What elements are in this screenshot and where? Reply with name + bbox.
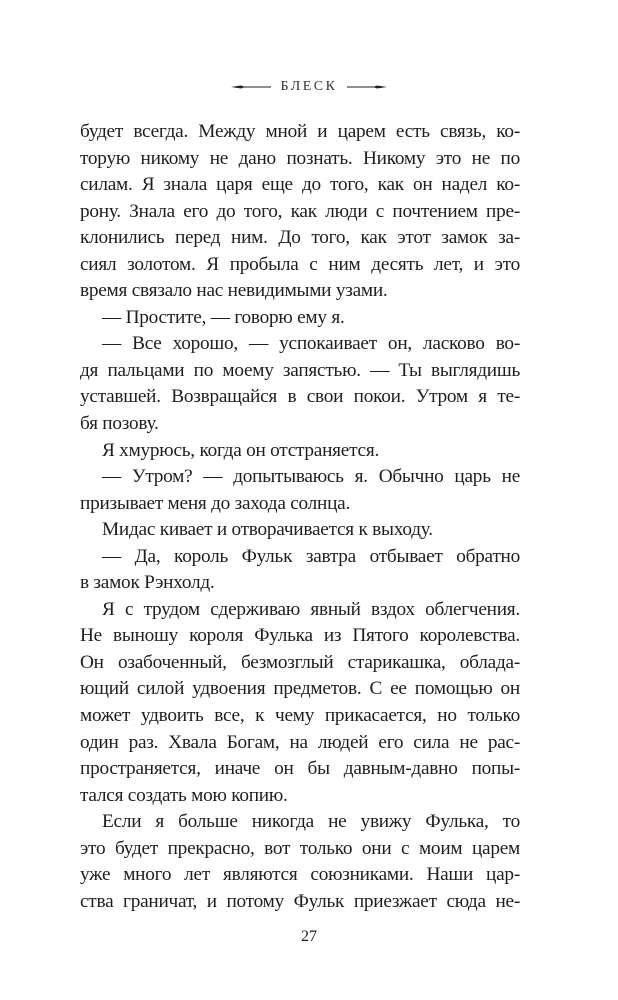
- text-line: это будет прекрасно, вот только они с моим царем: [80, 837, 520, 859]
- text-line: Мидас кивает и отворачивается к выходу.: [102, 519, 433, 541]
- running-header: [0, 78, 618, 96]
- text-line: бя позову.: [80, 413, 159, 435]
- ornament-left-icon: [231, 83, 271, 91]
- text-line: Если я больше никогда не увижу Фулька, то: [102, 811, 520, 833]
- text-line: дя пальцами по моему запястью. — Ты выглядишь: [80, 359, 520, 381]
- text-line: время связало нас невидимыми узами.: [80, 280, 388, 302]
- paragraph: [80, 809, 520, 915]
- paragraph: [80, 331, 520, 437]
- paragraph: [80, 438, 520, 465]
- text-line: сиял золотом. Я пробыла с ним десять лет, и это: [80, 253, 520, 275]
- text-line: силам. Я знала царя еще до того, как он надел ко-: [80, 174, 520, 196]
- text-line: тался создать мою копию.: [80, 784, 288, 806]
- text-line: может удвоить все, к чему прикасается, но только: [80, 705, 520, 727]
- text-line: — Да, король Фульк завтра отбывает обратно: [102, 545, 520, 567]
- text-line: Я с трудом сдерживаю явный вздох облегчения.: [102, 598, 520, 620]
- text-line: рону. Знала его до того, как люди с почтением пре-: [80, 200, 520, 222]
- text-line: клонились перед ним. До того, как этот замок за-: [80, 227, 520, 249]
- text-line: один раз. Хвала Богам, на людей его сила не рас-: [80, 731, 520, 753]
- paragraph: [80, 464, 520, 517]
- paragraph: [80, 544, 520, 597]
- text-line: уставшей. Возвращайся в свои покои. Утром я те-: [80, 386, 520, 408]
- text-line: торую никому не дано познать. Никому это не по: [80, 147, 520, 169]
- text-line: Он озабоченный, безмозглый старикашка, облада-: [80, 651, 520, 673]
- text-line: — Все хорошо, — успокаивает он, ласково во-: [102, 333, 520, 355]
- text-line: в замок Рэнхолд.: [80, 572, 215, 594]
- text-line: — Утром? — допытываюсь я. Обычно царь не: [102, 466, 520, 488]
- text-line: пространяется, иначе он бы давным-давно попы-: [80, 758, 520, 780]
- paragraph: [80, 597, 520, 809]
- ornament-right-icon: [347, 83, 387, 91]
- paragraph: [80, 119, 520, 305]
- body-text: [80, 119, 520, 915]
- text-line: Не выношу короля Фулька из Пятого королевства.: [80, 625, 520, 647]
- text-line: — Простите, — говорю ему я.: [102, 306, 345, 328]
- text-line: будет всегда. Между мной и царем есть связь, ко-: [80, 121, 520, 142]
- text-line: Я хмурюсь, когда он отстраняется.: [102, 439, 380, 461]
- text-line: ющий силой удвоения предметов. С ее помощью он: [80, 678, 520, 700]
- paragraph: [80, 517, 520, 544]
- book-title: БЛЕСК: [280, 79, 338, 94]
- page-number: 27: [301, 928, 317, 945]
- text-line: призывает меня до захода солнца.: [80, 492, 351, 514]
- text-line: ства граничат, и потому Фульк приезжает сюда не-: [80, 890, 520, 912]
- paragraph: [80, 305, 520, 332]
- text-line: уже много лет являются союзниками. Наши цар-: [80, 864, 520, 886]
